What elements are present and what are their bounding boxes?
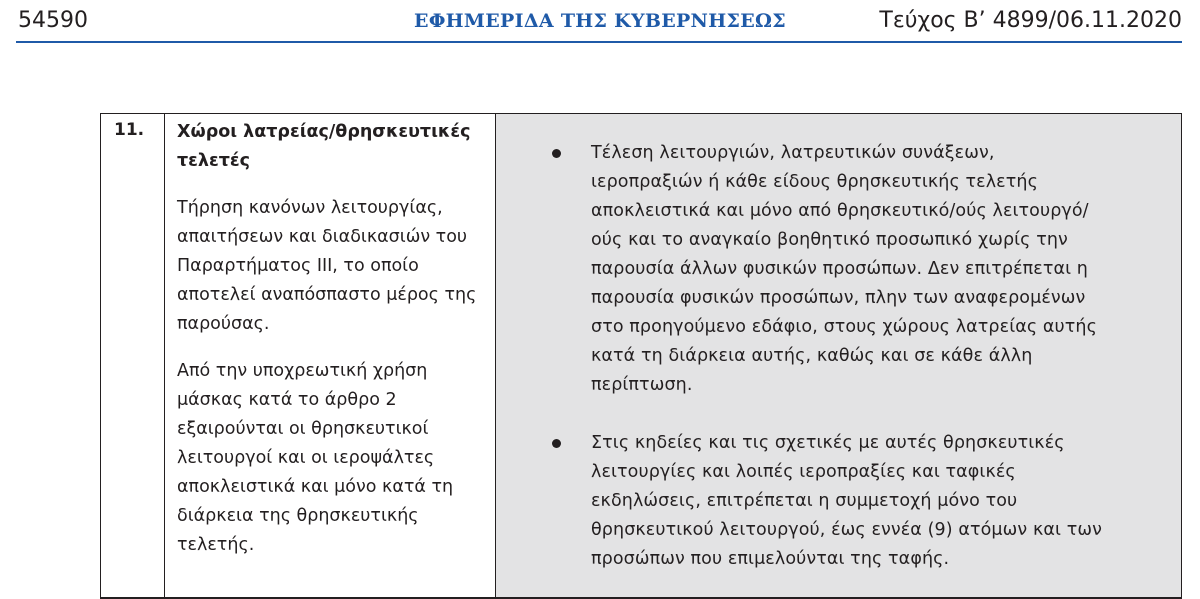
row-number: 11. bbox=[114, 120, 145, 140]
row-number-cell bbox=[100, 113, 164, 599]
bullet-icon bbox=[552, 439, 561, 448]
page-number: 54590 bbox=[18, 8, 88, 33]
measure-text: Τέλεση λειτουργιών, λατρευτικών συνάξεων, ιεροπραξιών ή κάθε είδους θρησκευτικής τελετής αποκλειστικά και μόνο από θρησκευτικό/ούς λειτουργό/ούς και το αναγκαίο βοηθητικό προσωπικό χωρίς την παρουσία άλλων φυσικών προσώπων. Δεν επιτρέπεται η παρουσία φυσικών προσώπων, πλην των αναφερομένων στο προηγούμενο εδάφιο, στους χώρους λατρείας αυτής κατά τη διάρκεια αυτής, καθώς και σε κάθε άλλη περίπτωση. bbox=[591, 143, 1097, 395]
measure-text: Στις κηδείες και τις σχετικές με αυτές θρησκευτικές λειτουργίες και λοιπές ιεροπραξίες και ταφικές εκδηλώσεις, επιτρέπεται η συμμετοχή μόνο του θρησκευτικού λειτουργού, έως εννέα (9) ατόμων και των προσώπων που επιμελούνται της ταφής. bbox=[591, 433, 1102, 569]
category-cell bbox=[164, 113, 495, 599]
category-title: Χώροι λατρείας/θρησκευτικές τελετές bbox=[177, 122, 471, 171]
measures-cell bbox=[495, 113, 1182, 599]
category-paragraph: Από την υποχρεωτική χρήση μάσκας κατά το άρθρο 2 εξαιρούνται οι θρησκευτικοί λειτουργοί και οι ιεροψάλτες αποκλειστικά και μόνο κατά τη διάρκεια της θρησκευτικής τελετής. bbox=[177, 361, 454, 555]
category-paragraph: Τήρηση κανόνων λειτουργίας, απαιτήσεων και διαδικασιών του Παραρτήματος ΙΙΙ, το οποίο αποτελεί αναπόσπαστο μέρος της παρούσας. bbox=[177, 198, 477, 334]
gazette-title: ΕΦΗΜΕΡΙΔΑ ΤΗΣ ΚΥΒΕΡΝΗΣΕΩΣ bbox=[414, 10, 786, 32]
page-header bbox=[0, 0, 1200, 44]
header-rule bbox=[16, 41, 1182, 43]
bullet-icon bbox=[552, 149, 561, 158]
issue-reference: Τεύχος Β’ 4899/06.11.2020 bbox=[879, 8, 1182, 33]
measures-table bbox=[100, 113, 1182, 599]
